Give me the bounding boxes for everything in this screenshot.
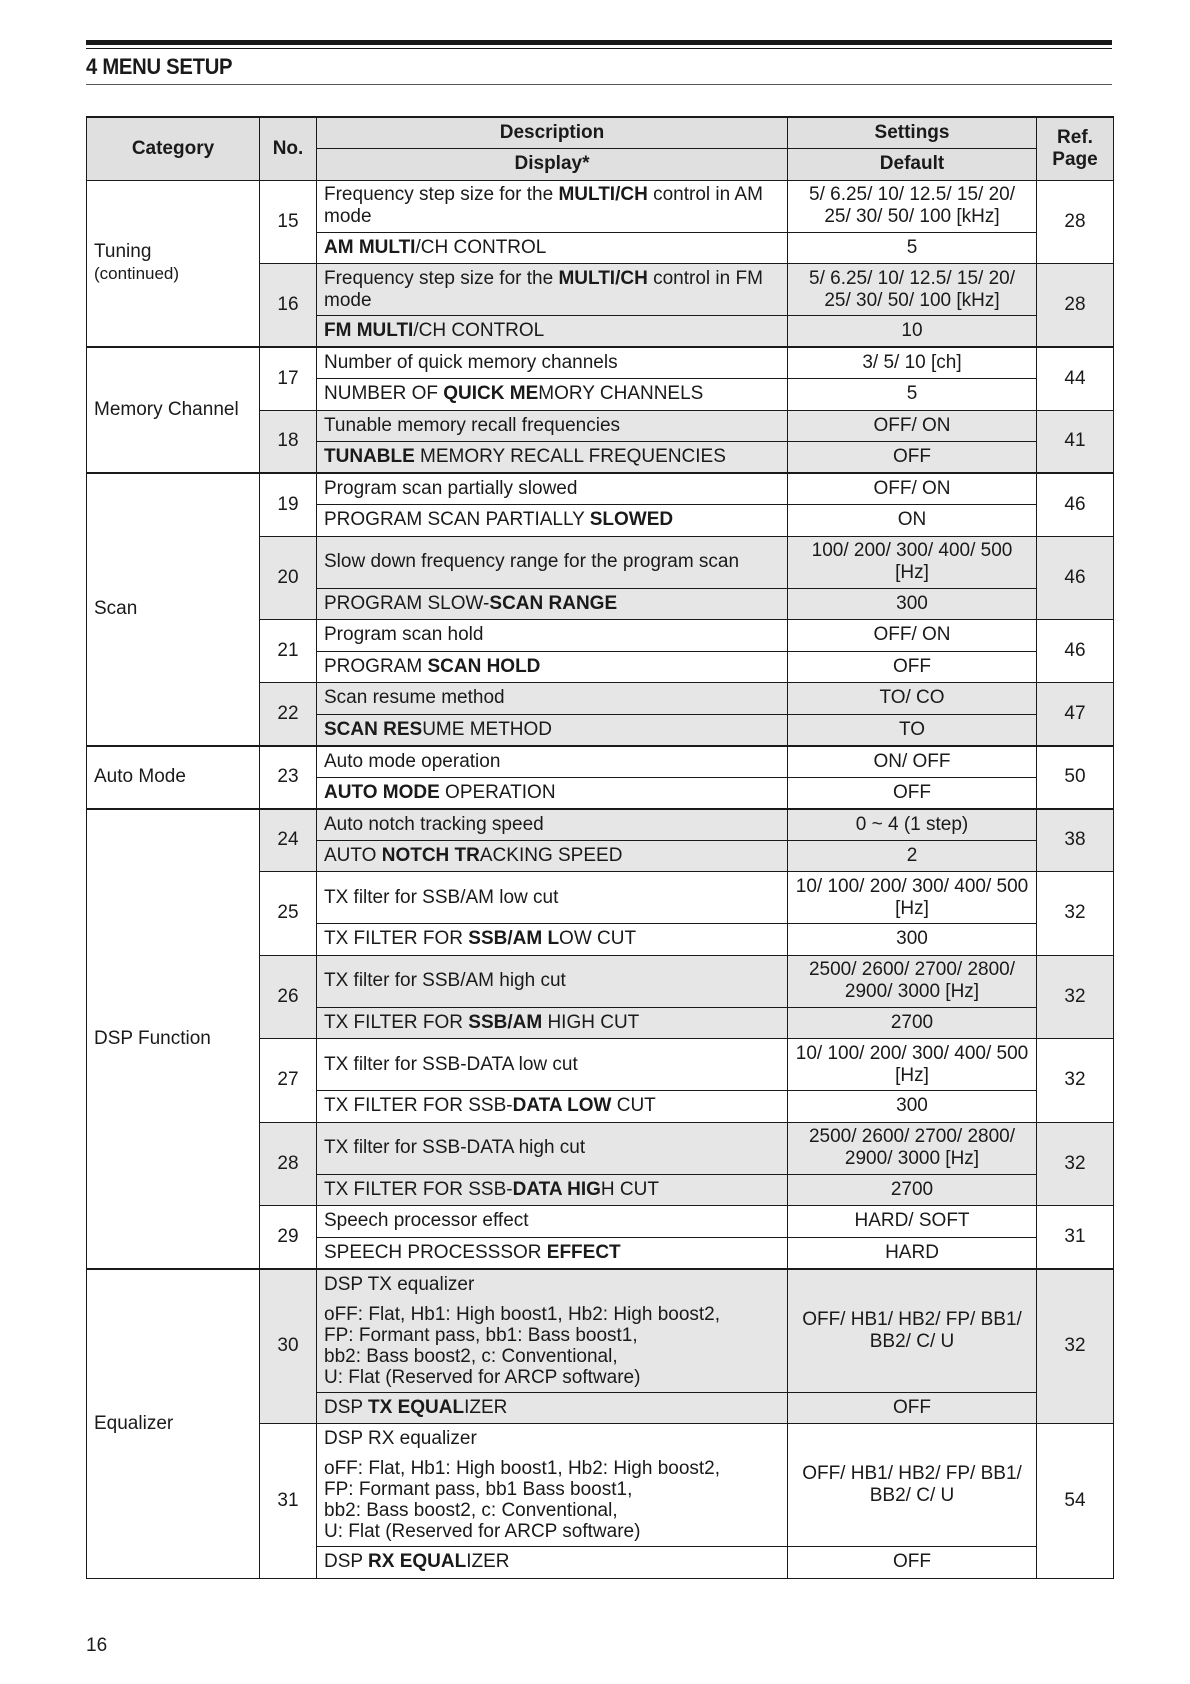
description-detail-line: FP: Formant pass, bb1: Bass boost1, — [324, 1324, 638, 1346]
item-display — [317, 840, 788, 872]
category-auto-mode: Auto Mode — [87, 746, 260, 809]
item-number: 23 — [260, 746, 317, 809]
display-text: TX FILTER FOR SSB- — [324, 1095, 513, 1117]
item-default: HARD — [788, 1237, 1037, 1269]
display-text: MORY CHANNELS — [538, 383, 704, 405]
item-ref-page: 38 — [1037, 809, 1114, 872]
table-row — [87, 180, 1114, 232]
display-text: DSP — [324, 1396, 369, 1418]
item-ref-page: 28 — [1037, 264, 1114, 348]
title-underline — [86, 84, 1112, 85]
table-row — [87, 473, 1114, 505]
item-ref-page: 32 — [1037, 872, 1114, 956]
item-settings: 10/ 100/ 200/ 300/ 400/ 500 [Hz] — [788, 1039, 1037, 1091]
item-settings: OFF/ HB1/ HB2/ FP/ BB1/ BB2/ C/ U — [788, 1424, 1037, 1547]
item-settings: TO/ CO — [788, 683, 1037, 715]
item-display — [317, 1547, 788, 1579]
item-default: OFF — [788, 651, 1037, 683]
item-description — [317, 180, 788, 232]
item-default: ON — [788, 505, 1037, 537]
item-description: Program scan partially slowed — [317, 473, 788, 505]
item-settings: 0 ~ 4 (1 step) — [788, 809, 1037, 841]
display-text: ACKING SPEED — [479, 844, 623, 866]
item-number: 22 — [260, 683, 317, 746]
display-text: TX FILTER FOR SSB- — [324, 1178, 513, 1200]
display-text: DSP — [324, 1551, 369, 1573]
description-text: control in FM mode — [324, 267, 763, 311]
item-display — [317, 1091, 788, 1123]
display-text: OPERATION — [439, 781, 556, 803]
item-description — [317, 264, 788, 316]
category-tuning — [87, 180, 260, 347]
description-detail-line: bb2: Bass boost2, c: Conventional, — [324, 1500, 618, 1521]
item-number: 17 — [260, 347, 317, 410]
description-bold-text: MULTI/CH — [558, 184, 648, 205]
description-text: Frequency step size for the — [324, 267, 559, 289]
item-settings: 2500/ 2600/ 2700/ 2800/ 2900/ 3000 [Hz] — [788, 955, 1037, 1007]
menu-setup-table — [86, 116, 1114, 1579]
description-text: DSP RX equalizer — [324, 1428, 477, 1449]
item-default: OFF — [788, 1392, 1037, 1424]
item-settings: OFF/ ON — [788, 410, 1037, 442]
display-text: UME METHOD — [422, 718, 553, 740]
category-label: Tuning — [94, 241, 152, 263]
item-default: 300 — [788, 1091, 1037, 1123]
display-bold-text: TUNABLE — [324, 446, 415, 467]
item-settings: 10/ 100/ 200/ 300/ 400/ 500 [Hz] — [788, 872, 1037, 924]
item-settings: 5/ 6.25/ 10/ 12.5/ 15/ 20/ 25/ 30/ 50/ 100 [kHz] — [788, 180, 1037, 232]
description-detail-line: oFF: Flat, Hb1: High boost1, Hb2: High boost2, — [324, 1303, 721, 1325]
display-text: /CH CONTROL — [413, 320, 545, 341]
table-row — [87, 347, 1114, 379]
item-ref-page: 50 — [1037, 746, 1114, 809]
display-bold-text: QUICK ME — [443, 383, 539, 405]
category-memory-channel: Memory Channel — [87, 347, 260, 473]
item-settings: 100/ 200/ 300/ 400/ 500 [Hz] — [788, 536, 1037, 588]
display-bold-text: DATA HIG — [512, 1178, 601, 1200]
item-display — [317, 651, 788, 683]
category-dsp-function: DSP Function — [87, 809, 260, 1269]
item-display — [317, 1237, 788, 1269]
display-text: IZER — [466, 1551, 510, 1573]
item-description: Tunable memory recall frequencies — [317, 410, 788, 442]
display-bold-text: SCAN RANGE — [489, 592, 618, 614]
item-settings: 2500/ 2600/ 2700/ 2800/ 2900/ 3000 [Hz] — [788, 1122, 1037, 1174]
item-ref-page: 44 — [1037, 347, 1114, 410]
item-ref-page: 32 — [1037, 1269, 1114, 1424]
item-description: Program scan hold — [317, 620, 788, 652]
item-number: 18 — [260, 410, 317, 473]
item-display — [317, 777, 788, 809]
item-default: OFF — [788, 1547, 1037, 1579]
description-text: Frequency step size for the — [324, 184, 559, 205]
description-bold-text: MULTI/CH — [558, 267, 648, 289]
display-text: /CH CONTROL — [415, 236, 547, 258]
item-number: 28 — [260, 1122, 317, 1206]
display-bold-text: SSB/AM — [468, 1011, 543, 1033]
item-settings: ON/ OFF — [788, 746, 1037, 778]
item-description: TX filter for SSB-DATA low cut — [317, 1039, 788, 1091]
item-ref-page: 32 — [1037, 1122, 1114, 1206]
item-description: Auto notch tracking speed — [317, 809, 788, 841]
item-ref-page: 46 — [1037, 620, 1114, 683]
item-ref-page: 47 — [1037, 683, 1114, 746]
item-display — [317, 379, 788, 411]
table-row — [87, 809, 1114, 841]
item-ref-page: 32 — [1037, 955, 1114, 1039]
item-number: 30 — [260, 1269, 317, 1424]
item-default: 300 — [788, 588, 1037, 620]
item-ref-page: 46 — [1037, 473, 1114, 536]
header-description: Description — [317, 117, 788, 149]
header-rule-thick — [86, 40, 1112, 45]
header-category: Category — [87, 117, 260, 180]
display-text: OW CUT — [559, 928, 637, 950]
item-description: Speech processor effect — [317, 1206, 788, 1238]
item-number: 29 — [260, 1206, 317, 1269]
item-description — [317, 1269, 788, 1393]
display-bold-text: TX EQUAL — [368, 1396, 465, 1418]
display-bold-text: EFFECT — [546, 1241, 621, 1263]
item-settings: OFF/ HB1/ HB2/ FP/ BB1/ BB2/ C/ U — [788, 1269, 1037, 1393]
header-default: Default — [788, 149, 1037, 181]
item-display — [317, 1174, 788, 1206]
item-settings: OFF/ ON — [788, 473, 1037, 505]
item-number: 25 — [260, 872, 317, 956]
item-settings: 3/ 5/ 10 [ch] — [788, 347, 1037, 379]
item-number: 27 — [260, 1039, 317, 1123]
item-description: Number of quick memory channels — [317, 347, 788, 379]
description-text: control in AM mode — [324, 184, 763, 227]
item-number: 31 — [260, 1424, 317, 1579]
display-text: MEMORY RECALL FREQUENCIES — [414, 446, 726, 467]
item-display — [317, 316, 788, 348]
item-description: Slow down frequency range for the program scan — [317, 536, 788, 588]
item-default: 2700 — [788, 1174, 1037, 1206]
display-text: IZER — [464, 1396, 508, 1418]
display-bold-text: SLOWED — [589, 509, 674, 531]
display-bold-text: AM MULTI — [324, 236, 416, 258]
item-description: Scan resume method — [317, 683, 788, 715]
table-row — [87, 746, 1114, 778]
item-description: TX filter for SSB/AM high cut — [317, 955, 788, 1007]
item-display — [317, 442, 788, 474]
description-detail-line: bb2: Bass boost2, c: Conventional, — [324, 1345, 618, 1367]
display-text: TX FILTER FOR — [324, 1011, 469, 1033]
item-description — [317, 1424, 788, 1547]
item-number: 19 — [260, 473, 317, 536]
item-settings: 5/ 6.25/ 10/ 12.5/ 15/ 20/ 25/ 30/ 50/ 100 [kHz] — [788, 264, 1037, 316]
display-text: NUMBER OF — [324, 383, 444, 405]
section-title: 4 MENU SETUP — [86, 54, 233, 79]
item-number: 21 — [260, 620, 317, 683]
display-text: PROGRAM SCAN PARTIALLY — [324, 509, 590, 531]
item-default: 5 — [788, 232, 1037, 264]
header-settings: Settings — [788, 117, 1037, 149]
display-bold-text: SCAN HOLD — [427, 655, 541, 677]
item-number: 20 — [260, 536, 317, 620]
item-default: 2700 — [788, 1007, 1037, 1039]
item-number: 26 — [260, 955, 317, 1039]
item-default: TO — [788, 714, 1037, 746]
header-no: No. — [260, 117, 317, 180]
item-default: 300 — [788, 924, 1037, 956]
item-settings: OFF/ ON — [788, 620, 1037, 652]
item-ref-page: 28 — [1037, 180, 1114, 264]
page-number: 16 — [86, 1635, 108, 1656]
item-ref-page: 54 — [1037, 1424, 1114, 1579]
display-bold-text: AUTO MODE — [324, 781, 440, 803]
display-bold-text: DATA LOW — [512, 1095, 612, 1117]
item-display — [317, 1392, 788, 1424]
display-bold-text: NOTCH TR — [381, 844, 480, 866]
item-description: Auto mode operation — [317, 746, 788, 778]
item-ref-page: 46 — [1037, 536, 1114, 620]
category-equalizer: Equalizer — [87, 1269, 260, 1579]
item-ref-page: 32 — [1037, 1039, 1114, 1123]
item-number: 15 — [260, 180, 317, 264]
item-default: OFF — [788, 442, 1037, 474]
item-display — [317, 505, 788, 537]
item-display — [317, 924, 788, 956]
item-display — [317, 714, 788, 746]
display-text: HIGH CUT — [542, 1011, 640, 1033]
display-text: CUT — [611, 1095, 656, 1117]
item-description: TX filter for SSB/AM low cut — [317, 872, 788, 924]
display-bold-text: FM MULTI — [324, 320, 414, 341]
item-default: 10 — [788, 316, 1037, 348]
category-note: (continued) — [94, 264, 180, 284]
display-text: H CUT — [600, 1178, 659, 1200]
display-text: AUTO — [324, 844, 382, 866]
item-number: 24 — [260, 809, 317, 872]
description-detail-line: U: Flat (Reserved for ARCP software) — [324, 1521, 641, 1542]
item-default: 5 — [788, 379, 1037, 411]
header-display: Display* — [317, 149, 788, 181]
item-ref-page: 41 — [1037, 410, 1114, 473]
description-detail-line: oFF: Flat, Hb1: High boost1, Hb2: High boost2, — [324, 1458, 721, 1479]
display-bold-text: SCAN RES — [324, 718, 423, 740]
item-display — [317, 232, 788, 264]
item-default: OFF — [788, 777, 1037, 809]
category-scan: Scan — [87, 473, 260, 746]
display-text: PROGRAM — [324, 655, 428, 677]
table-header-row — [87, 117, 1114, 149]
description-detail-line: U: Flat (Reserved for ARCP software) — [324, 1366, 641, 1388]
description-detail-line: FP: Formant pass, bb1 Bass boost1, — [324, 1479, 633, 1500]
item-ref-page: 31 — [1037, 1206, 1114, 1269]
display-text: PROGRAM SLOW- — [324, 592, 490, 614]
header-rule-thin — [86, 48, 1112, 49]
item-default: 2 — [788, 840, 1037, 872]
item-settings: HARD/ SOFT — [788, 1206, 1037, 1238]
item-number: 16 — [260, 264, 317, 348]
item-display — [317, 1007, 788, 1039]
display-text: TX FILTER FOR — [324, 928, 469, 950]
description-text: DSP TX equalizer — [324, 1273, 475, 1295]
display-bold-text: SSB/AM L — [468, 928, 560, 950]
table-row — [87, 1269, 1114, 1393]
item-display — [317, 588, 788, 620]
item-description: TX filter for SSB-DATA high cut — [317, 1122, 788, 1174]
display-bold-text: RX EQUAL — [368, 1551, 467, 1573]
display-text: SPEECH PROCESSSOR — [324, 1241, 547, 1263]
header-ref-page: Ref. Page — [1037, 117, 1114, 180]
